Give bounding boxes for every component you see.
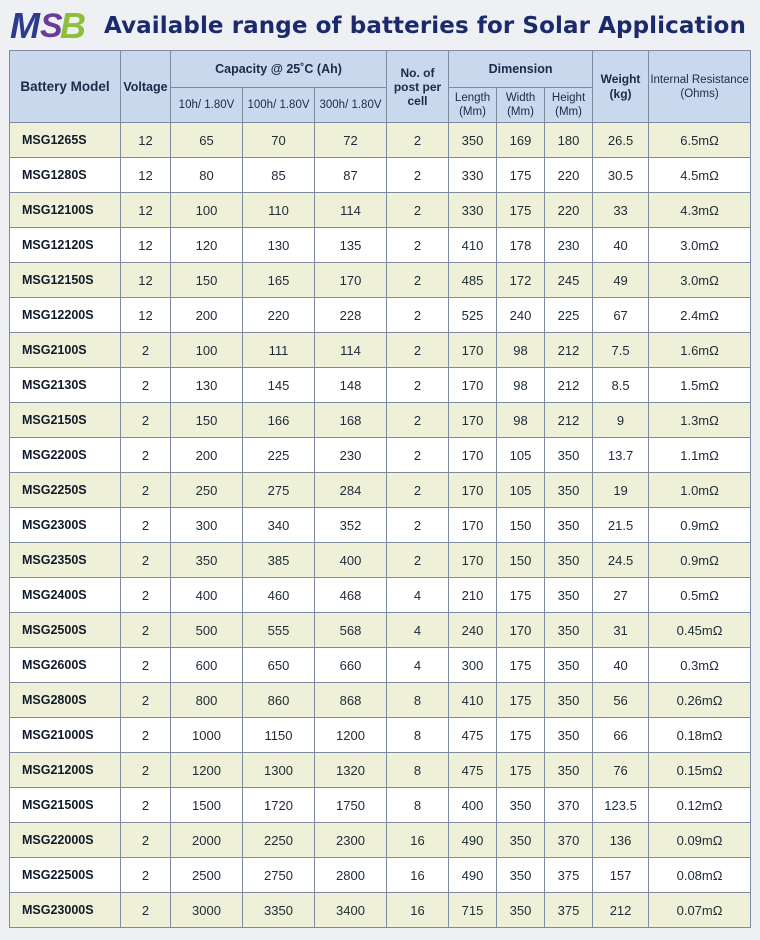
- cell-capacity-10h: 1200: [171, 753, 243, 788]
- cell-voltage: 2: [121, 543, 171, 578]
- cell-voltage: 2: [121, 333, 171, 368]
- cell-capacity-10h: 200: [171, 298, 243, 333]
- cell-height: 370: [545, 788, 593, 823]
- cell-capacity-100h: 110: [243, 193, 315, 228]
- cell-weight: 8.5: [593, 368, 649, 403]
- cell-resistance: 1.0mΩ: [649, 473, 751, 508]
- cell-model: MSG2350S: [10, 543, 121, 578]
- cell-resistance: 0.9mΩ: [649, 543, 751, 578]
- cell-capacity-300h: 72: [315, 123, 387, 158]
- cell-capacity-300h: 148: [315, 368, 387, 403]
- cell-height: 350: [545, 508, 593, 543]
- cell-capacity-100h: 275: [243, 473, 315, 508]
- cell-capacity-300h: 568: [315, 613, 387, 648]
- cell-posts: 8: [387, 683, 449, 718]
- cell-capacity-10h: 2500: [171, 858, 243, 893]
- cell-length: 170: [449, 333, 497, 368]
- cell-model: MSG2150S: [10, 403, 121, 438]
- cell-model: MSG2600S: [10, 648, 121, 683]
- cell-weight: 27: [593, 578, 649, 613]
- cell-height: 212: [545, 333, 593, 368]
- cell-length: 490: [449, 858, 497, 893]
- table-row: [10, 683, 751, 718]
- cell-height: 370: [545, 823, 593, 858]
- cell-capacity-300h: 868: [315, 683, 387, 718]
- cell-height: 375: [545, 893, 593, 928]
- cell-resistance: 0.18mΩ: [649, 718, 751, 753]
- cell-length: 170: [449, 508, 497, 543]
- cell-resistance: 1.3mΩ: [649, 403, 751, 438]
- table-row: [10, 193, 751, 228]
- cell-resistance: 0.5mΩ: [649, 578, 751, 613]
- table-row: [10, 333, 751, 368]
- cell-length: 170: [449, 473, 497, 508]
- cell-capacity-100h: 111: [243, 333, 315, 368]
- cell-height: 350: [545, 648, 593, 683]
- cell-capacity-10h: 100: [171, 193, 243, 228]
- cell-posts: 2: [387, 263, 449, 298]
- cell-voltage: 2: [121, 893, 171, 928]
- cell-width: 175: [497, 683, 545, 718]
- cell-length: 400: [449, 788, 497, 823]
- cell-height: 230: [545, 228, 593, 263]
- cell-model: MSG22000S: [10, 823, 121, 858]
- cell-model: MSG21200S: [10, 753, 121, 788]
- cell-capacity-100h: 220: [243, 298, 315, 333]
- cell-posts: 2: [387, 438, 449, 473]
- cell-capacity-300h: 3400: [315, 893, 387, 928]
- cell-posts: 2: [387, 123, 449, 158]
- cell-capacity-100h: 2750: [243, 858, 315, 893]
- cell-resistance: 1.1mΩ: [649, 438, 751, 473]
- cell-weight: 40: [593, 648, 649, 683]
- cell-model: MSG2300S: [10, 508, 121, 543]
- cell-posts: 8: [387, 788, 449, 823]
- cell-voltage: 12: [121, 158, 171, 193]
- cell-length: 330: [449, 158, 497, 193]
- cell-capacity-100h: 130: [243, 228, 315, 263]
- cell-voltage: 12: [121, 263, 171, 298]
- table-row: [10, 753, 751, 788]
- cell-weight: 157: [593, 858, 649, 893]
- cell-capacity-300h: 352: [315, 508, 387, 543]
- cell-capacity-300h: 1750: [315, 788, 387, 823]
- cell-model: MSG2130S: [10, 368, 121, 403]
- cell-height: 350: [545, 473, 593, 508]
- cell-voltage: 2: [121, 368, 171, 403]
- cell-capacity-10h: 3000: [171, 893, 243, 928]
- header-resistance: Internal Resistance (Ohms): [649, 51, 751, 123]
- cell-model: MSG1265S: [10, 123, 121, 158]
- cell-weight: 33: [593, 193, 649, 228]
- cell-weight: 67: [593, 298, 649, 333]
- cell-weight: 9: [593, 403, 649, 438]
- cell-height: 350: [545, 578, 593, 613]
- cell-capacity-300h: 2300: [315, 823, 387, 858]
- cell-posts: 8: [387, 753, 449, 788]
- cell-posts: 2: [387, 228, 449, 263]
- cell-model: MSG12200S: [10, 298, 121, 333]
- cell-height: 220: [545, 193, 593, 228]
- table-row: [10, 473, 751, 508]
- cell-capacity-100h: 555: [243, 613, 315, 648]
- cell-posts: 2: [387, 333, 449, 368]
- cell-posts: 2: [387, 473, 449, 508]
- cell-voltage: 2: [121, 718, 171, 753]
- cell-capacity-10h: 600: [171, 648, 243, 683]
- header-capacity: Capacity @ 25˚C (Ah): [171, 51, 387, 88]
- cell-capacity-100h: 225: [243, 438, 315, 473]
- cell-posts: 2: [387, 298, 449, 333]
- cell-capacity-300h: 660: [315, 648, 387, 683]
- cell-length: 715: [449, 893, 497, 928]
- page-title: Available range of batteries for Solar Application: [104, 13, 746, 39]
- header-width: Width (Mm): [497, 88, 545, 123]
- cell-width: 175: [497, 193, 545, 228]
- cell-length: 410: [449, 683, 497, 718]
- cell-model: MSG2400S: [10, 578, 121, 613]
- cell-model: MSG12100S: [10, 193, 121, 228]
- cell-voltage: 12: [121, 298, 171, 333]
- cell-weight: 13.7: [593, 438, 649, 473]
- cell-resistance: 0.3mΩ: [649, 648, 751, 683]
- cell-model: MSG2800S: [10, 683, 121, 718]
- cell-width: 170: [497, 613, 545, 648]
- cell-capacity-100h: 860: [243, 683, 315, 718]
- cell-weight: 136: [593, 823, 649, 858]
- cell-model: MSG2100S: [10, 333, 121, 368]
- cell-capacity-100h: 1300: [243, 753, 315, 788]
- table-row: [10, 228, 751, 263]
- cell-height: 350: [545, 753, 593, 788]
- cell-length: 490: [449, 823, 497, 858]
- cell-resistance: 3.0mΩ: [649, 263, 751, 298]
- cell-width: 175: [497, 158, 545, 193]
- cell-voltage: 2: [121, 788, 171, 823]
- cell-model: MSG21000S: [10, 718, 121, 753]
- cell-voltage: 2: [121, 613, 171, 648]
- cell-resistance: 4.3mΩ: [649, 193, 751, 228]
- cell-capacity-100h: 166: [243, 403, 315, 438]
- table-row: [10, 263, 751, 298]
- cell-posts: 2: [387, 368, 449, 403]
- table-row: [10, 298, 751, 333]
- battery-table: [9, 50, 751, 928]
- cell-length: 170: [449, 368, 497, 403]
- table-row: [10, 438, 751, 473]
- header-cap-10h: 10h/ 1.80V: [171, 88, 243, 123]
- cell-capacity-100h: 70: [243, 123, 315, 158]
- cell-capacity-100h: 1720: [243, 788, 315, 823]
- cell-width: 178: [497, 228, 545, 263]
- cell-capacity-300h: 87: [315, 158, 387, 193]
- cell-capacity-100h: 3350: [243, 893, 315, 928]
- cell-capacity-300h: 228: [315, 298, 387, 333]
- cell-width: 172: [497, 263, 545, 298]
- cell-width: 175: [497, 648, 545, 683]
- cell-capacity-10h: 120: [171, 228, 243, 263]
- header-length: Length (Mm): [449, 88, 497, 123]
- cell-capacity-10h: 400: [171, 578, 243, 613]
- cell-capacity-100h: 385: [243, 543, 315, 578]
- cell-width: 240: [497, 298, 545, 333]
- cell-width: 105: [497, 438, 545, 473]
- cell-capacity-10h: 800: [171, 683, 243, 718]
- cell-capacity-10h: 80: [171, 158, 243, 193]
- battery-table-container: [9, 50, 750, 928]
- cell-capacity-100h: 340: [243, 508, 315, 543]
- cell-posts: 2: [387, 543, 449, 578]
- cell-capacity-300h: 468: [315, 578, 387, 613]
- cell-model: MSG2500S: [10, 613, 121, 648]
- cell-resistance: 1.6mΩ: [649, 333, 751, 368]
- cell-height: 212: [545, 403, 593, 438]
- cell-voltage: 2: [121, 438, 171, 473]
- table-header: [10, 51, 751, 123]
- table-row: [10, 613, 751, 648]
- table-row: [10, 788, 751, 823]
- cell-width: 175: [497, 718, 545, 753]
- cell-capacity-100h: 460: [243, 578, 315, 613]
- cell-height: 225: [545, 298, 593, 333]
- cell-capacity-300h: 2800: [315, 858, 387, 893]
- cell-resistance: 0.07mΩ: [649, 893, 751, 928]
- header-cap-300h: 300h/ 1.80V: [315, 88, 387, 123]
- cell-capacity-10h: 2000: [171, 823, 243, 858]
- cell-voltage: 2: [121, 648, 171, 683]
- cell-capacity-100h: 85: [243, 158, 315, 193]
- cell-voltage: 12: [121, 228, 171, 263]
- cell-width: 98: [497, 368, 545, 403]
- cell-capacity-10h: 1000: [171, 718, 243, 753]
- table-row: [10, 648, 751, 683]
- cell-width: 350: [497, 893, 545, 928]
- cell-resistance: 4.5mΩ: [649, 158, 751, 193]
- cell-width: 150: [497, 543, 545, 578]
- cell-height: 350: [545, 543, 593, 578]
- cell-width: 105: [497, 473, 545, 508]
- table-row: [10, 403, 751, 438]
- cell-width: 169: [497, 123, 545, 158]
- header-height: Height (Mm): [545, 88, 593, 123]
- cell-model: MSG2250S: [10, 473, 121, 508]
- cell-length: 240: [449, 613, 497, 648]
- cell-resistance: 0.26mΩ: [649, 683, 751, 718]
- cell-capacity-10h: 1500: [171, 788, 243, 823]
- cell-resistance: 6.5mΩ: [649, 123, 751, 158]
- cell-height: 375: [545, 858, 593, 893]
- cell-width: 175: [497, 578, 545, 613]
- cell-length: 170: [449, 438, 497, 473]
- cell-weight: 24.5: [593, 543, 649, 578]
- cell-posts: 2: [387, 403, 449, 438]
- cell-weight: 30.5: [593, 158, 649, 193]
- cell-capacity-300h: 1200: [315, 718, 387, 753]
- cell-capacity-10h: 250: [171, 473, 243, 508]
- cell-width: 150: [497, 508, 545, 543]
- header-voltage: Voltage: [121, 51, 171, 123]
- table-row: [10, 158, 751, 193]
- cell-width: 350: [497, 823, 545, 858]
- cell-posts: 16: [387, 893, 449, 928]
- cell-capacity-300h: 400: [315, 543, 387, 578]
- cell-posts: 8: [387, 718, 449, 753]
- cell-resistance: 2.4mΩ: [649, 298, 751, 333]
- cell-capacity-300h: 230: [315, 438, 387, 473]
- cell-resistance: 0.12mΩ: [649, 788, 751, 823]
- cell-weight: 26.5: [593, 123, 649, 158]
- cell-posts: 2: [387, 508, 449, 543]
- cell-length: 485: [449, 263, 497, 298]
- cell-length: 170: [449, 543, 497, 578]
- cell-resistance: 0.45mΩ: [649, 613, 751, 648]
- cell-capacity-10h: 100: [171, 333, 243, 368]
- cell-voltage: 12: [121, 123, 171, 158]
- header-posts: No. of post per cell: [387, 51, 449, 123]
- cell-weight: 19: [593, 473, 649, 508]
- cell-weight: 40: [593, 228, 649, 263]
- cell-width: 350: [497, 858, 545, 893]
- cell-width: 350: [497, 788, 545, 823]
- cell-posts: 2: [387, 193, 449, 228]
- cell-height: 180: [545, 123, 593, 158]
- cell-length: 475: [449, 753, 497, 788]
- cell-length: 350: [449, 123, 497, 158]
- cell-capacity-10h: 200: [171, 438, 243, 473]
- cell-voltage: 2: [121, 753, 171, 788]
- cell-weight: 212: [593, 893, 649, 928]
- cell-capacity-300h: 114: [315, 333, 387, 368]
- cell-capacity-300h: 114: [315, 193, 387, 228]
- cell-resistance: 1.5mΩ: [649, 368, 751, 403]
- cell-model: MSG1280S: [10, 158, 121, 193]
- cell-capacity-300h: 170: [315, 263, 387, 298]
- cell-resistance: 0.15mΩ: [649, 753, 751, 788]
- table-row: [10, 543, 751, 578]
- cell-width: 175: [497, 753, 545, 788]
- cell-height: 212: [545, 368, 593, 403]
- cell-model: MSG23000S: [10, 893, 121, 928]
- cell-length: 410: [449, 228, 497, 263]
- cell-model: MSG12120S: [10, 228, 121, 263]
- cell-posts: 4: [387, 578, 449, 613]
- cell-capacity-10h: 150: [171, 403, 243, 438]
- cell-posts: 4: [387, 613, 449, 648]
- table-row: [10, 508, 751, 543]
- table-row: [10, 893, 751, 928]
- cell-model: MSG12150S: [10, 263, 121, 298]
- cell-weight: 21.5: [593, 508, 649, 543]
- cell-capacity-300h: 135: [315, 228, 387, 263]
- cell-weight: 76: [593, 753, 649, 788]
- cell-voltage: 2: [121, 508, 171, 543]
- cell-posts: 2: [387, 158, 449, 193]
- table-body: [10, 123, 751, 928]
- cell-model: MSG2200S: [10, 438, 121, 473]
- cell-capacity-10h: 65: [171, 123, 243, 158]
- cell-capacity-10h: 500: [171, 613, 243, 648]
- cell-width: 98: [497, 403, 545, 438]
- cell-weight: 49: [593, 263, 649, 298]
- cell-voltage: 2: [121, 858, 171, 893]
- cell-weight: 66: [593, 718, 649, 753]
- table-row: [10, 578, 751, 613]
- table-row: [10, 823, 751, 858]
- cell-posts: 16: [387, 858, 449, 893]
- cell-capacity-10h: 350: [171, 543, 243, 578]
- msb-logo: M S B: [10, 5, 84, 46]
- cell-resistance: 0.08mΩ: [649, 858, 751, 893]
- cell-resistance: 3.0mΩ: [649, 228, 751, 263]
- cell-length: 300: [449, 648, 497, 683]
- table-row: [10, 858, 751, 893]
- cell-model: MSG21500S: [10, 788, 121, 823]
- cell-posts: 16: [387, 823, 449, 858]
- cell-height: 245: [545, 263, 593, 298]
- cell-capacity-100h: 165: [243, 263, 315, 298]
- title-bar: [8, 6, 752, 46]
- cell-length: 330: [449, 193, 497, 228]
- cell-capacity-10h: 130: [171, 368, 243, 403]
- cell-capacity-300h: 168: [315, 403, 387, 438]
- cell-capacity-10h: 300: [171, 508, 243, 543]
- table-row: [10, 718, 751, 753]
- cell-length: 170: [449, 403, 497, 438]
- cell-capacity-100h: 650: [243, 648, 315, 683]
- cell-voltage: 2: [121, 683, 171, 718]
- cell-capacity-100h: 1150: [243, 718, 315, 753]
- cell-resistance: 0.09mΩ: [649, 823, 751, 858]
- cell-weight: 56: [593, 683, 649, 718]
- cell-capacity-10h: 150: [171, 263, 243, 298]
- cell-weight: 7.5: [593, 333, 649, 368]
- cell-capacity-300h: 1320: [315, 753, 387, 788]
- cell-length: 525: [449, 298, 497, 333]
- cell-voltage: 2: [121, 473, 171, 508]
- cell-capacity-300h: 284: [315, 473, 387, 508]
- header-dimension: Dimension: [449, 51, 593, 88]
- cell-resistance: 0.9mΩ: [649, 508, 751, 543]
- header-battery-model: Battery Model: [10, 51, 121, 123]
- cell-voltage: 12: [121, 193, 171, 228]
- cell-height: 350: [545, 613, 593, 648]
- cell-voltage: 2: [121, 823, 171, 858]
- cell-width: 98: [497, 333, 545, 368]
- cell-capacity-100h: 2250: [243, 823, 315, 858]
- cell-posts: 4: [387, 648, 449, 683]
- header-weight: Weight (kg): [593, 51, 649, 123]
- cell-length: 475: [449, 718, 497, 753]
- cell-weight: 123.5: [593, 788, 649, 823]
- cell-capacity-100h: 145: [243, 368, 315, 403]
- table-row: [10, 368, 751, 403]
- cell-voltage: 2: [121, 578, 171, 613]
- cell-model: MSG22500S: [10, 858, 121, 893]
- table-row: [10, 123, 751, 158]
- cell-height: 350: [545, 438, 593, 473]
- cell-height: 350: [545, 718, 593, 753]
- cell-height: 220: [545, 158, 593, 193]
- header-cap-100h: 100h/ 1.80V: [243, 88, 315, 123]
- cell-voltage: 2: [121, 403, 171, 438]
- cell-length: 210: [449, 578, 497, 613]
- cell-weight: 31: [593, 613, 649, 648]
- cell-height: 350: [545, 683, 593, 718]
